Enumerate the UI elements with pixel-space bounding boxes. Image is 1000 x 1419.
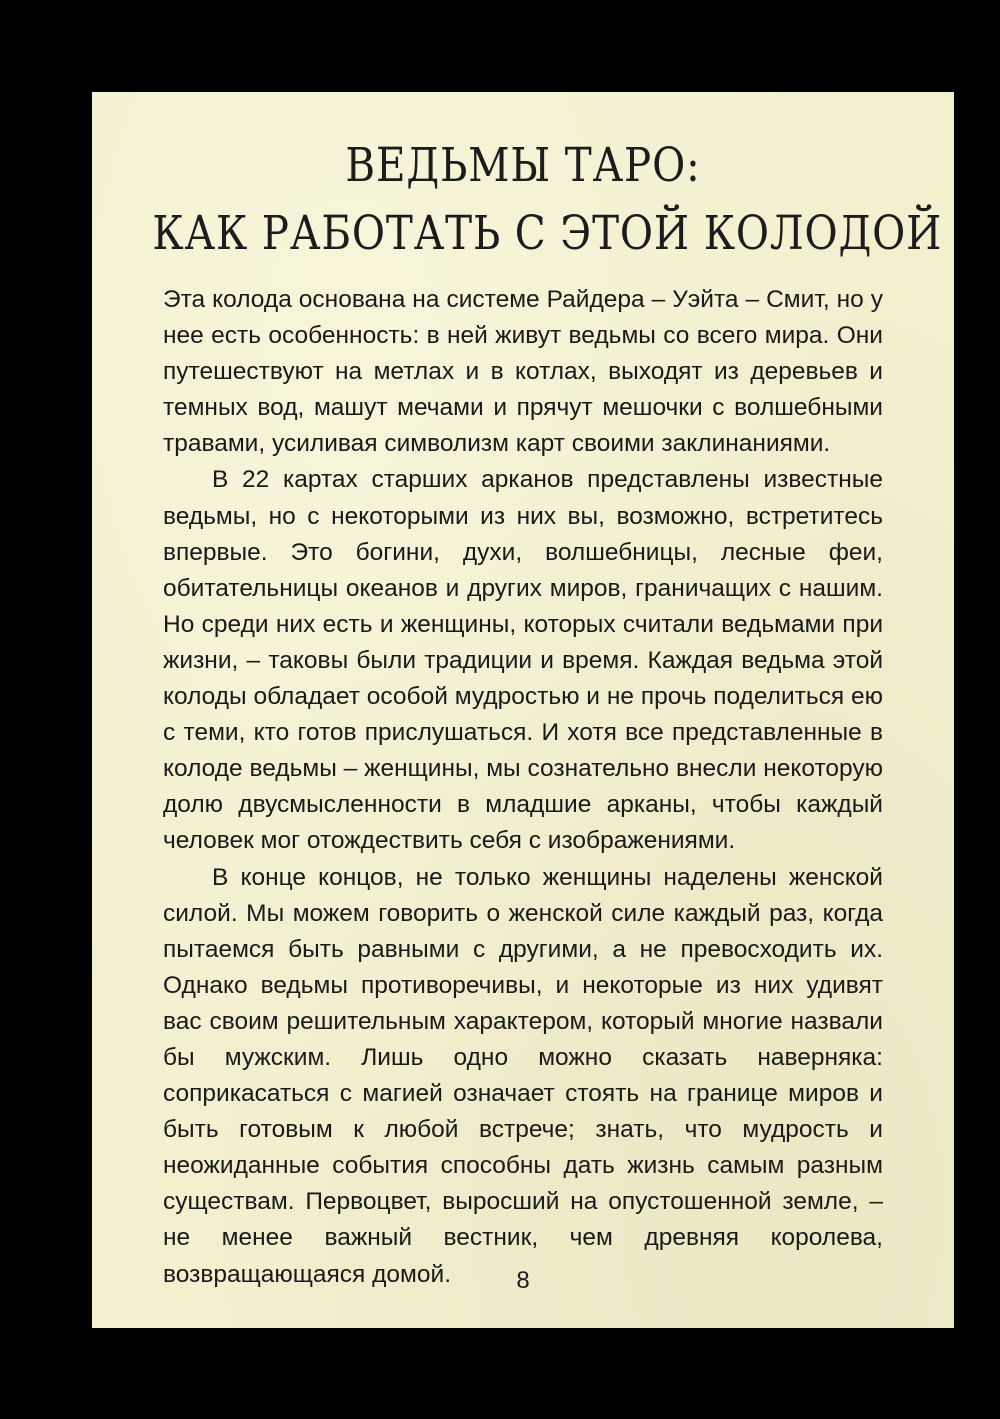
paragraph-2: В 22 картах старших арканов представлены известные ведьмы, но с некоторыми из них вы, возможно, встретитесь впервые. Это богини, духи, волшебницы, лесные феи, обитательницы океанов и других миров, граничащих с нашим. Но среди них есть и женщины, которых считали ведьмами при жизни, – таковы были традиции и время. Каждая ведьма этой колоды обладает особой мудростью и не прочь поделиться ею с теми, кто готов прислушаться. И хотя все представленные в колоде ведьмы – женщины, мы сознательно внесли некоторую долю двусмысленности в младшие арканы, чтобы каждый человек мог отождествить себя с изображениями. [163, 466, 883, 855]
page-number: 8 [516, 1267, 530, 1294]
body-text [163, 282, 883, 1293]
chapter-title [152, 132, 943, 268]
chapter-title-line-2: КАК РАБОТАТЬ С ЭТОЙ КОЛОДОЙ [152, 206, 943, 261]
paragraph-3: В конце концов, не только женщины наделены женской силой. Мы можем говорить о женской силе каждый раз, когда пытаемся быть равными с другими, а не превосходить их. Однако ведьмы противоречивы, и некоторые из них удивят вас своим решительным характером, который многие назвали бы мужским. Лишь одно можно сказать наверняка: соприкасаться с магией означает стоять на границе миров и быть готовым к любой встрече; знать, что мудрость и неожиданные события способны дать жизнь самым разным существам. Первоцвет, выросший на опустошенной земле, – не менее важный вестник, чем древняя королева, возвращающаяся домой. [163, 863, 883, 1288]
chapter-title-line-1: ВЕДЬМЫ ТАРО: [345, 138, 701, 193]
paragraph-1: Эта колода основана на системе Райдера – Уэйта – Смит, но у нее есть особенность: в ней живут ведьмы со всего мира. Они путешествуют на метлах и в котлах, выходят из деревьев и темных вод, машут мечами и прячут мешочки с волшебными травами, усиливая символизм карт своими заклинаниями. [163, 286, 883, 458]
book-page [92, 92, 954, 1328]
